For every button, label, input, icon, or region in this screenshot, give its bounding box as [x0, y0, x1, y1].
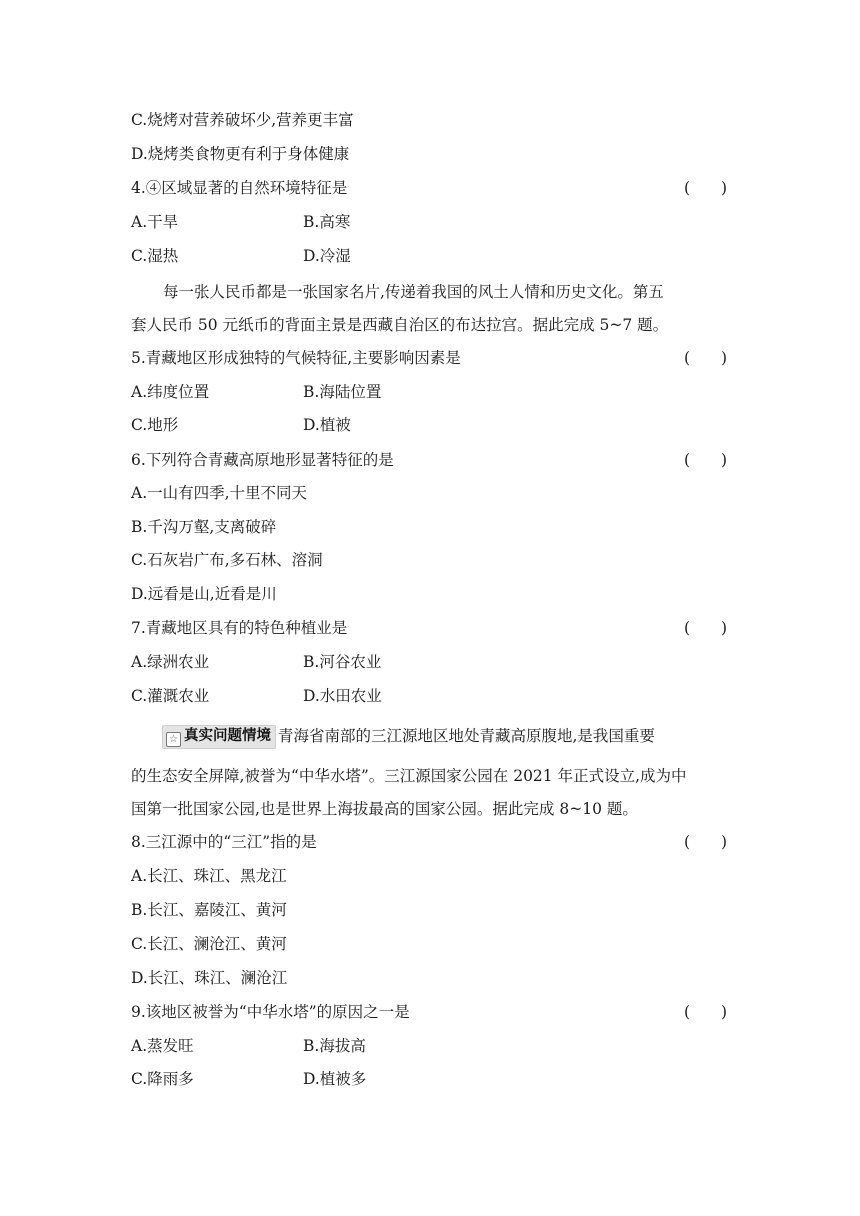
q6-option-d: D.远看是山,近看是川: [131, 585, 277, 603]
passage2-text1: 青海省南部的三江源地区地处青藏高原腹地,是我国重要: [278, 727, 655, 745]
q7-option-c: C.灌溉农业: [131, 687, 210, 705]
q4-option-d: D.冷湿: [303, 247, 351, 265]
star-icon: ☆: [166, 732, 181, 747]
q5-answer-blank: ( ): [684, 349, 728, 367]
q7-option-a: A.绿洲农业: [131, 653, 210, 671]
q9-option-d: D.植被多: [303, 1070, 367, 1088]
q9-answer-blank: ( ): [684, 1003, 728, 1021]
q4-option-a: A.干旱: [131, 213, 179, 231]
q5-option-b: B.海陆位置: [303, 383, 382, 401]
q4-stem: 4.④区域显著的自然环境特征是: [131, 179, 348, 197]
passage1-line2: 套人民币 50 元纸币的背面主景是西藏自治区的布达拉宫。据此完成 5~7 题。: [131, 316, 669, 334]
real-scenario-badge: [162, 725, 276, 749]
q9-option-c: C.降雨多: [131, 1070, 194, 1088]
q3-option-c: C.烧烤对营养破坏少,营养更丰富: [131, 111, 354, 129]
q7-option-b: B.河谷农业: [303, 653, 382, 671]
q6-option-c: C.石灰岩广布,多石林、溶洞: [131, 551, 323, 569]
q9-option-a: A.蒸发旺: [131, 1037, 194, 1055]
passage2-line1: [162, 725, 655, 749]
q9-stem: 9.该地区被誉为“中华水塔”的原因之一是: [131, 1003, 410, 1021]
q9-option-b: B.海拔高: [303, 1037, 366, 1055]
q7-stem: 7.青藏地区具有的特色种植业是: [131, 619, 348, 637]
q8-option-b: B.长江、嘉陵江、黄河: [131, 901, 287, 919]
q4-option-b: B.高寒: [303, 213, 351, 231]
passage2-line2: 的生态安全屏障,被誉为“中华水塔”。三江源国家公园在 2021 年正式设立,成为中: [131, 767, 687, 785]
q7-option-d: D.水田农业: [303, 687, 382, 705]
q4-answer-blank: ( ): [684, 179, 728, 197]
badge-label: 真实问题情境: [184, 728, 271, 744]
q8-stem: 8.三江源中的“三江”指的是: [131, 833, 317, 851]
q6-option-a: A.一山有四季,十里不同天: [131, 484, 308, 502]
q3-option-d: D.烧烤类食物更有利于身体健康: [131, 145, 350, 163]
q6-stem: 6.下列符合青藏高原地形显著特征的是: [131, 451, 394, 469]
q5-option-d: D.植被: [303, 416, 351, 434]
q8-answer-blank: ( ): [684, 833, 728, 851]
passage1-line1: 每一张人民币都是一张国家名片,传递着我国的风土人情和历史文化。第五: [163, 283, 664, 301]
passage2-line3: 国第一批国家公园,也是世界上海拔最高的国家公园。据此完成 8~10 题。: [131, 800, 638, 818]
q7-answer-blank: ( ): [684, 619, 728, 637]
q6-answer-blank: ( ): [684, 451, 728, 469]
q8-option-c: C.长江、澜沧江、黄河: [131, 935, 287, 953]
q4-option-c: C.湿热: [131, 247, 179, 265]
q5-option-c: C.地形: [131, 416, 179, 434]
q8-option-a: A.长江、珠江、黑龙江: [131, 867, 287, 885]
q6-option-b: B.千沟万壑,支离破碎: [131, 518, 277, 536]
q5-stem: 5.青藏地区形成独特的气候特征,主要影响因素是: [131, 349, 461, 367]
q8-option-d: D.长江、珠江、澜沧江: [131, 969, 288, 987]
q5-option-a: A.纬度位置: [131, 383, 210, 401]
